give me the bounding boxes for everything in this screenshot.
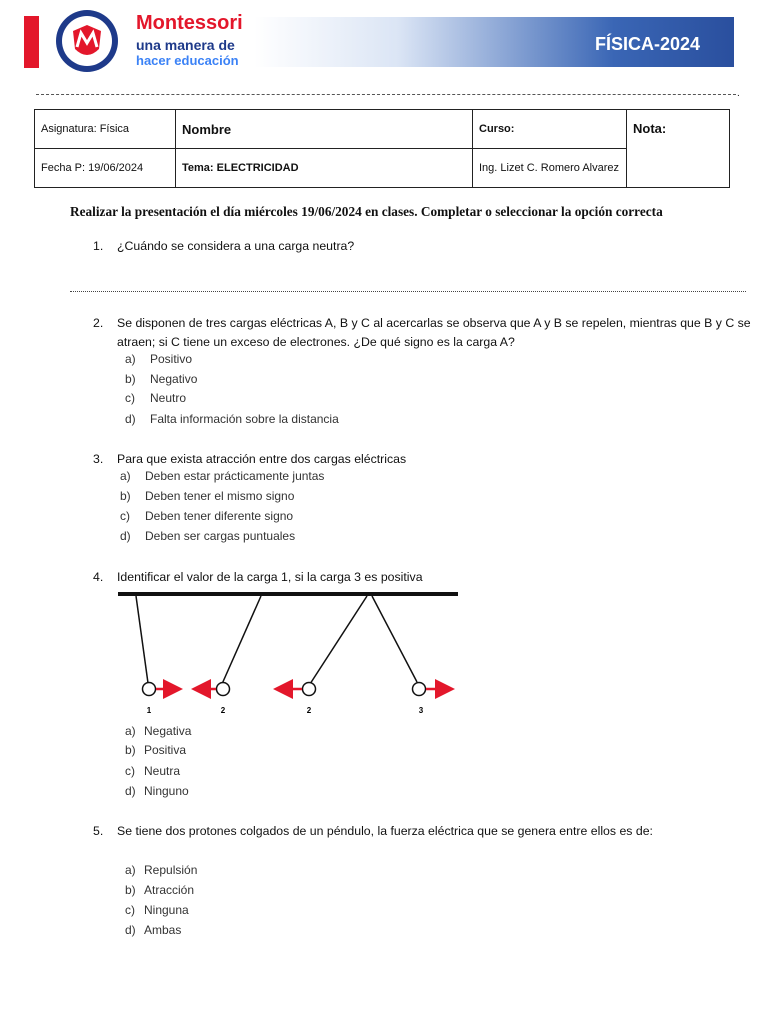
nota-field[interactable]: Nota:: [627, 110, 730, 188]
montessori-shield-logo: [55, 9, 119, 73]
asignatura-cell: Asignatura: Física: [35, 110, 176, 149]
thread-2b: [310, 596, 367, 684]
charge-2b-sphere: [303, 683, 316, 696]
charge-2a-sphere: [217, 683, 230, 696]
charge-label-1: 1: [146, 706, 152, 715]
question-2-text-line2: atraen; si C tiene un exceso de electrones. ¿De qué signo es la carga A?: [117, 335, 515, 349]
charge-label-2b: 2: [306, 706, 312, 715]
thread-3: [372, 596, 417, 682]
question-1-text: ¿Cuándo se considera a una carga neutra?: [117, 239, 355, 253]
nombre-field[interactable]: Nombre: [176, 110, 473, 149]
brand-red-bar: [24, 16, 39, 68]
header-divider: [36, 94, 736, 95]
fecha-cell: Fecha P: 19/06/2024: [35, 149, 176, 188]
brand-tagline-1: una manera de: [136, 37, 235, 53]
question-4-text: Identificar el valor de la carga 1, si la carga 3 es positiva: [117, 570, 423, 584]
charge-3-sphere: [413, 683, 426, 696]
brand-tagline-2: hacer educación: [136, 53, 239, 68]
question-3-text: Para que exista atracción entre dos cargas eléctricas: [117, 452, 407, 466]
question-5-text: Se tiene dos protones colgados de un péndulo, la fuerza eléctrica que se genera entre ellos es de:: [117, 824, 653, 838]
student-info-table: [34, 109, 730, 188]
docente-cell: Ing. Lizet C. Romero Alvarez: [473, 149, 627, 188]
banner-title: FÍSICA-2024: [594, 34, 700, 54]
charge-1-sphere: [143, 683, 156, 696]
tema-cell: Tema: ELECTRICIDAD: [176, 149, 473, 188]
subject-banner: [254, 17, 734, 67]
thread-2a: [222, 596, 261, 684]
thread-1: [136, 596, 148, 683]
instruction-text: Realizar la presentación el día miércoles 19/06/2024 en clases. Completar o seleccionar la opción correcta: [70, 204, 663, 219]
curso-field[interactable]: Curso:: [473, 110, 627, 149]
answer-line[interactable]: [70, 291, 746, 292]
brand-title: Montessori: [136, 12, 243, 34]
pendulum-charges-diagram: [110, 585, 470, 720]
charge-label-3: 3: [418, 706, 424, 715]
question-2-text-line1: Se disponen de tres cargas eléctricas A, B y C al acercarlas se observa que A y B se repelen, mientras que B y C se: [117, 316, 751, 330]
charge-label-2a: 2: [220, 706, 226, 715]
